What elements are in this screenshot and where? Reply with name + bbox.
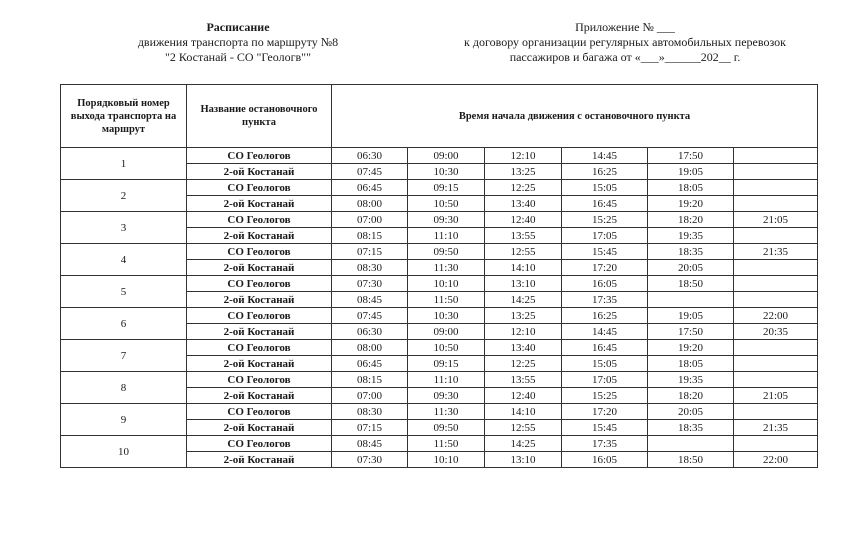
departure-time-cell: 18:35 [648,244,734,260]
departure-time-cell: 11:50 [408,292,485,308]
departure-time-cell: 10:10 [408,452,485,468]
departure-time-cell: 17:05 [562,228,648,244]
departure-time-cell [734,340,818,356]
departure-time-cell [734,404,818,420]
departure-time-cell: 07:15 [332,244,408,260]
departure-time-cell: 12:10 [485,324,562,340]
departure-time-cell [734,292,818,308]
departure-time-cell: 07:30 [332,452,408,468]
departure-time-cell: 16:25 [562,164,648,180]
departure-time-cell: 12:55 [485,244,562,260]
departure-time-cell: 07:00 [332,388,408,404]
departure-time-cell [734,228,818,244]
departure-time-cell: 09:50 [408,420,485,436]
table-row [61,372,818,388]
stop-name-cell: 2-ой Костанай [187,228,332,244]
departure-time-cell: 17:35 [562,436,648,452]
table-row [61,212,818,228]
departure-time-cell: 13:10 [485,452,562,468]
departure-time-cell: 21:05 [734,212,818,228]
departure-time-cell: 08:30 [332,260,408,276]
stop-name-cell: 2-ой Костанай [187,260,332,276]
table-row [61,340,818,356]
departure-time-cell: 19:05 [648,308,734,324]
departure-time-cell: 09:15 [408,356,485,372]
departure-time-cell: 16:05 [562,452,648,468]
stop-name-cell: СО Геологов [187,244,332,260]
departure-time-cell: 16:25 [562,308,648,324]
departure-time-cell: 10:50 [408,196,485,212]
departure-time-cell: 11:10 [408,228,485,244]
departure-time-cell: 09:30 [408,212,485,228]
departure-time-cell: 21:05 [734,388,818,404]
departure-time-cell: 14:25 [485,436,562,452]
table-header-row [61,85,818,148]
departure-time-cell: 09:00 [408,148,485,164]
departure-time-cell: 18:05 [648,180,734,196]
schedule-body [61,148,818,468]
col-header-start-time: Время начала движения с остановочного пункта [332,85,818,148]
schedule-table [60,84,818,468]
route-number-cell: 9 [61,404,187,436]
stop-name-cell: СО Геологов [187,148,332,164]
departure-time-cell: 08:45 [332,436,408,452]
route-number-cell: 6 [61,308,187,340]
route-number-cell: 3 [61,212,187,244]
departure-time-cell: 14:45 [562,148,648,164]
route-number-cell: 8 [61,372,187,404]
stop-name-cell: 2-ой Костанай [187,356,332,372]
stop-name-cell: СО Геологов [187,180,332,196]
departure-time-cell: 08:15 [332,228,408,244]
stop-name-cell: СО Геологов [187,212,332,228]
schedule-title: Расписание [206,20,270,34]
route-number-cell: 7 [61,340,187,372]
stop-name-cell: 2-ой Костанай [187,164,332,180]
departure-time-cell: 18:50 [648,276,734,292]
departure-time-cell: 17:35 [562,292,648,308]
stop-name-cell: СО Геологов [187,276,332,292]
departure-time-cell: 22:00 [734,452,818,468]
departure-time-cell: 08:00 [332,196,408,212]
appendix-contract: к договору организации регулярных автомобильных перевозок [464,35,786,49]
stop-name-cell: СО Геологов [187,372,332,388]
stop-name-cell: СО Геологов [187,340,332,356]
table-row [61,148,818,164]
departure-time-cell: 18:05 [648,356,734,372]
departure-time-cell: 19:20 [648,340,734,356]
table-row [61,404,818,420]
stop-name-cell: 2-ой Костанай [187,292,332,308]
departure-time-cell: 13:40 [485,340,562,356]
departure-time-cell: 17:20 [562,404,648,420]
departure-time-cell: 06:45 [332,356,408,372]
route-number-cell: 4 [61,244,187,276]
stop-name-cell: 2-ой Костанай [187,388,332,404]
departure-time-cell: 07:00 [332,212,408,228]
departure-time-cell: 17:05 [562,372,648,388]
departure-time-cell: 21:35 [734,244,818,260]
departure-time-cell [648,436,734,452]
schedule-subtitle: движения транспорта по маршруту №8 [137,35,339,49]
departure-time-cell: 14:10 [485,260,562,276]
departure-time-cell: 16:45 [562,340,648,356]
departure-time-cell: 10:30 [408,308,485,324]
departure-time-cell: 06:30 [332,148,408,164]
departure-time-cell: 13:25 [485,164,562,180]
departure-time-cell: 12:25 [485,356,562,372]
departure-time-cell: 09:15 [408,180,485,196]
departure-time-cell [734,180,818,196]
departure-time-cell: 12:40 [485,388,562,404]
departure-time-cell: 20:05 [648,260,734,276]
table-row [61,244,818,260]
stop-name-cell: СО Геологов [187,436,332,452]
departure-time-cell: 19:05 [648,164,734,180]
departure-time-cell: 08:45 [332,292,408,308]
departure-time-cell: 12:25 [485,180,562,196]
departure-time-cell: 11:50 [408,436,485,452]
departure-time-cell [734,196,818,212]
departure-time-cell: 20:35 [734,324,818,340]
departure-time-cell: 07:45 [332,164,408,180]
departure-time-cell: 13:10 [485,276,562,292]
stop-name-cell: 2-ой Костанай [187,196,332,212]
departure-time-cell: 15:05 [562,180,648,196]
departure-time-cell: 16:45 [562,196,648,212]
departure-time-cell: 18:50 [648,452,734,468]
departure-time-cell: 21:35 [734,420,818,436]
route-number-cell: 5 [61,276,187,308]
departure-time-cell: 09:30 [408,388,485,404]
departure-time-cell: 12:10 [485,148,562,164]
stop-name-cell: 2-ой Костанай [187,420,332,436]
departure-time-cell: 10:30 [408,164,485,180]
departure-time-cell: 17:50 [648,324,734,340]
departure-time-cell: 19:35 [648,372,734,388]
departure-time-cell [734,436,818,452]
schedule-route-name: "2 Костанай - СО "Геологв"" [165,50,311,64]
departure-time-cell: 13:55 [485,372,562,388]
departure-time-cell: 18:35 [648,420,734,436]
table-row [61,180,818,196]
departure-time-cell [734,148,818,164]
departure-time-cell: 15:25 [562,212,648,228]
departure-time-cell: 07:15 [332,420,408,436]
departure-time-cell: 15:25 [562,388,648,404]
route-number-cell: 10 [61,436,187,468]
departure-time-cell: 06:30 [332,324,408,340]
appendix-header [425,20,825,65]
departure-time-cell: 08:00 [332,340,408,356]
departure-time-cell: 17:50 [648,148,734,164]
departure-time-cell: 10:10 [408,276,485,292]
departure-time-cell: 13:40 [485,196,562,212]
departure-time-cell: 08:15 [332,372,408,388]
departure-time-cell: 14:10 [485,404,562,420]
table-row [61,276,818,292]
departure-time-cell: 07:30 [332,276,408,292]
departure-time-cell: 14:25 [485,292,562,308]
departure-time-cell: 09:00 [408,324,485,340]
departure-time-cell: 17:20 [562,260,648,276]
departure-time-cell: 12:55 [485,420,562,436]
departure-time-cell [734,164,818,180]
departure-time-cell: 11:10 [408,372,485,388]
route-number-cell: 1 [61,148,187,180]
departure-time-cell: 18:20 [648,388,734,404]
departure-time-cell [734,356,818,372]
departure-time-cell: 19:35 [648,228,734,244]
departure-time-cell: 11:30 [408,404,485,420]
departure-time-cell: 13:25 [485,308,562,324]
stop-name-cell: 2-ой Костанай [187,324,332,340]
departure-time-cell [734,372,818,388]
departure-time-cell: 14:45 [562,324,648,340]
stop-name-cell: 2-ой Костанай [187,452,332,468]
departure-time-cell: 10:50 [408,340,485,356]
stop-name-cell: СО Геологов [187,308,332,324]
departure-time-cell: 06:45 [332,180,408,196]
table-row [61,308,818,324]
departure-time-cell: 13:55 [485,228,562,244]
departure-time-cell: 08:30 [332,404,408,420]
departure-time-cell: 11:30 [408,260,485,276]
departure-time-cell [648,292,734,308]
col-header-order-number: Порядковый номер выхода транспорта на маршрут [61,85,187,148]
departure-time-cell: 22:00 [734,308,818,324]
departure-time-cell: 19:20 [648,196,734,212]
departure-time-cell: 18:20 [648,212,734,228]
departure-time-cell [734,276,818,292]
departure-time-cell: 16:05 [562,276,648,292]
departure-time-cell: 09:50 [408,244,485,260]
table-row [61,436,818,452]
appendix-number: Приложение № ___ [575,20,675,34]
stop-name-cell: СО Геологов [187,404,332,420]
departure-time-cell [734,260,818,276]
col-header-stop-name: Название остановочного пункта [187,85,332,148]
departure-time-cell: 07:45 [332,308,408,324]
appendix-date: пассажиров и багажа от «___»______202__ г. [509,50,741,64]
departure-time-cell: 15:05 [562,356,648,372]
departure-time-cell: 15:45 [562,420,648,436]
departure-time-cell: 20:05 [648,404,734,420]
route-number-cell: 2 [61,180,187,212]
departure-time-cell: 15:45 [562,244,648,260]
schedule-header [118,20,358,65]
departure-time-cell: 12:40 [485,212,562,228]
